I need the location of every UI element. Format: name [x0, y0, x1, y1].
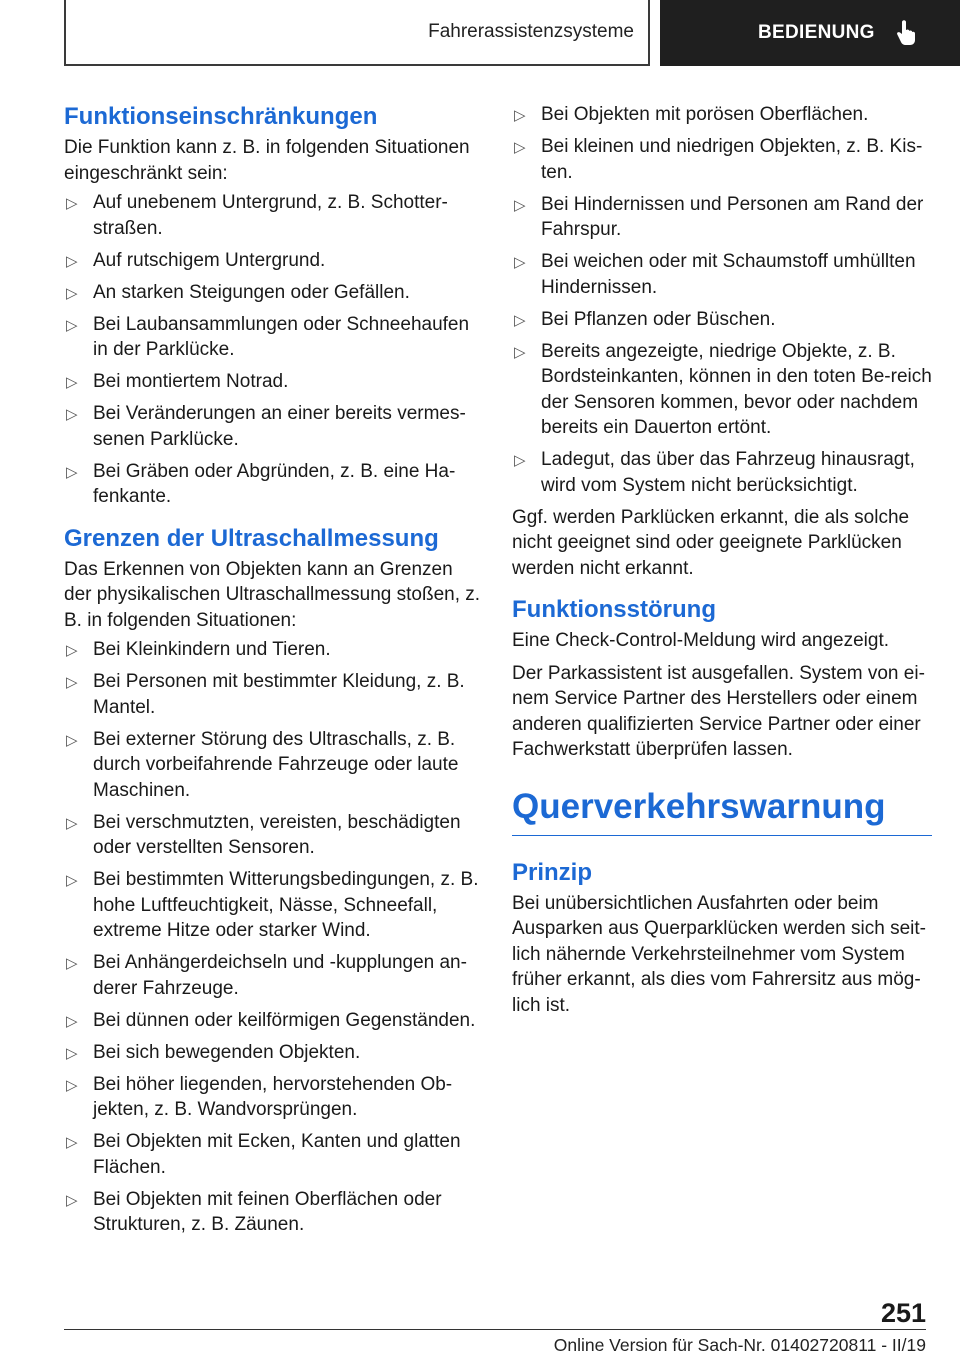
list-item: ▷ Bei Veränderungen an einer bereits vermes-senen Parklücke.	[66, 403, 466, 450]
list-item: ▷ Bei sich bewegenden Objekten.	[64, 1040, 484, 1066]
paragraph: Bei unübersichtlichen Ausfahrten oder beim Ausparken aus Querparklücken werden sich seit-lich nähernde Verkehrsteilnehmer vom System früher erkannt, als dies vom Fahrersitz aus mög-lich ist.	[512, 892, 926, 1016]
list-item: ▷ Bei Objekten mit feinen Oberflächen oder Strukturen, z. B. Zäunen.	[66, 1188, 442, 1235]
list-item: ▷ Bei kleinen und niedrigen Objekten, z. B. Kis-ten.	[514, 136, 923, 183]
triangle-bullet-icon: ▷	[514, 139, 526, 156]
list-item: ▷ Bei höher liegenden, hervorstehenden Ob-jekten, z. B. Wandvorsprüngen.	[66, 1073, 453, 1120]
triangle-bullet-icon: ▷	[66, 1191, 78, 1209]
header-section	[660, 0, 960, 66]
bullet-list-2	[64, 637, 484, 1238]
triangle-bullet-icon: ▷	[66, 284, 78, 302]
triangle-bullet-icon: ▷	[66, 814, 78, 832]
triangle-bullet-icon: ▷	[66, 955, 78, 972]
triangle-bullet-icon: ▷	[66, 252, 78, 270]
list-item: ▷ Bei Pflanzen oder Büschen.	[512, 307, 932, 333]
heading-funktionseinschraenkungen: Funktionseinschränkungen	[64, 103, 378, 130]
triangle-bullet-icon: ▷	[514, 343, 526, 361]
list-item: ▷ Bei weichen oder mit Schaumstoff umhüllten Hindernissen.	[514, 251, 916, 298]
heading-grenzen-ultraschall: Grenzen der Ultraschallmessung	[64, 524, 439, 552]
triangle-bullet-icon: ▷	[66, 374, 78, 391]
heading-querverkehrswarnung: Querverkehrswarnung	[512, 785, 932, 836]
triangle-bullet-icon: ▷	[66, 1012, 78, 1030]
list-item: ▷ Bereits angezeigte, niedrige Objekte, z. B. Bordsteinkanten, können in den toten Be-reich der Sensoren kommen, bevor oder nachdem bereits ein Dauerton ertönt.	[514, 340, 932, 438]
list-item: ▷ An starken Steigungen oder Gefällen.	[64, 280, 484, 306]
heading-prinzip: Prinzip	[512, 858, 593, 886]
section-title: BEDIENUNG	[758, 22, 875, 43]
triangle-bullet-icon: ▷	[514, 311, 526, 329]
triangle-bullet-icon: ▷	[66, 1076, 78, 1094]
right-column	[512, 102, 932, 1025]
paragraph: Ggf. werden Parklücken erkannt, die als solche nicht geeignet sind oder geeignete Parklücken werden nicht erkannt.	[512, 506, 910, 579]
list-item: ▷ Bei Laubansammlungen oder Schneehaufen in der Parklücke.	[66, 313, 470, 360]
list-item: ▷ Bei montiertem Notrad.	[64, 369, 484, 395]
triangle-bullet-icon: ▷	[66, 463, 78, 481]
triangle-bullet-icon: ▷	[514, 254, 526, 271]
triangle-bullet-icon: ▷	[514, 196, 526, 214]
triangle-bullet-icon: ▷	[66, 1134, 78, 1151]
list-item: ▷ Auf unebenem Untergrund, z. B. Schotter-straßen.	[66, 192, 448, 239]
header-chapter	[64, 0, 650, 66]
list-item: ▷ Bei Objekten mit porösen Oberflächen.	[512, 102, 932, 128]
list-item: ▷ Bei Hindernissen und Personen am Rand der Fahrspur.	[514, 193, 924, 240]
triangle-bullet-icon: ▷	[66, 195, 78, 212]
triangle-bullet-icon: ▷	[66, 731, 78, 749]
page-number: 251	[880, 1298, 926, 1328]
list-item: ▷ Bei Gräben oder Abgründen, z. B. eine Ha-fenkante.	[66, 460, 456, 507]
paragraph: Der Parkassistent ist ausgefallen. System von ei-nem Service Partner des Herstellers oder einem anderen qualifizierten Service Partner oder einer Fachwerkstatt überprüfen lassen.	[512, 662, 925, 760]
triangle-bullet-icon: ▷	[66, 674, 78, 691]
paragraph: Eine Check-Control-Meldung wird angezeigt.	[512, 630, 890, 651]
list-item: ▷ Bei bestimmten Witterungsbedingungen, z. B. hohe Luftfeuchtigkeit, Nässe, Schneefall, extreme Hitze oder starker Wind.	[66, 869, 479, 941]
list-item: ▷ Bei Personen mit bestimmter Kleidung, z. B. Mantel.	[66, 671, 465, 718]
footer-divider	[64, 1329, 926, 1330]
list-item: ▷ Bei dünnen oder keilförmigen Gegenständen.	[64, 1008, 484, 1034]
triangle-bullet-icon: ▷	[514, 452, 526, 469]
bullet-list-3	[512, 102, 932, 498]
paragraph: Die Funktion kann z. B. in folgenden Situationen eingeschränkt sein:	[64, 137, 470, 184]
list-item: ▷ Bei verschmutzten, vereisten, beschädigten oder verstellten Sensoren.	[66, 811, 461, 858]
heading-funktionsstoerung: Funktionsstörung	[512, 596, 716, 623]
list-item: ▷ Bei externer Störung des Ultraschalls, z. B. durch vorbeifahrende Fahrzeuge oder laute Maschinen.	[66, 728, 459, 801]
triangle-bullet-icon: ▷	[514, 107, 526, 124]
triangle-bullet-icon: ▷	[66, 642, 78, 659]
list-item: ▷ Bei Kleinkindern und Tieren.	[64, 637, 484, 663]
triangle-bullet-icon: ▷	[66, 406, 78, 423]
triangle-bullet-icon: ▷	[66, 872, 78, 889]
triangle-bullet-icon: ▷	[66, 1044, 78, 1062]
hand-pointer-icon	[893, 20, 917, 46]
list-item: ▷ Bei Anhängerdeichseln und -kupplungen an-derer Fahrzeuge.	[66, 952, 467, 999]
footer-online-version: Online Version für Sach-Nr. 01402720811 - II/19	[553, 1335, 926, 1355]
list-item: ▷ Bei Objekten mit Ecken, Kanten und glatten Flächen.	[66, 1131, 461, 1178]
triangle-bullet-icon: ▷	[66, 316, 78, 334]
left-column	[64, 102, 484, 1244]
bullet-list-1	[64, 190, 484, 510]
list-item: ▷ Ladegut, das über das Fahrzeug hinausragt, wird vom System nicht berücksichtigt.	[514, 449, 915, 496]
list-item: ▷ Auf rutschigem Untergrund.	[64, 248, 484, 274]
chapter-title: Fahrerassistenzsysteme	[428, 21, 634, 42]
paragraph: Das Erkennen von Objekten kann an Grenzen der physikalischen Ultraschallmessung stoßen, z. B. in folgenden Situationen:	[64, 558, 481, 631]
